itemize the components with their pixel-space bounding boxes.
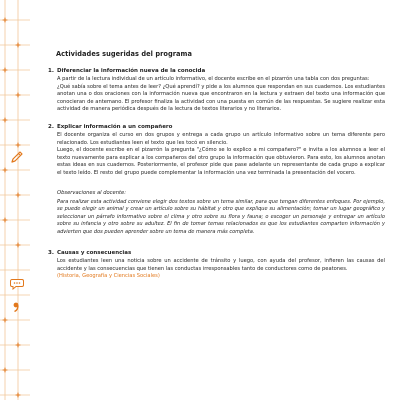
activity-1-title: Diferenciar la información nueva de la conocida [57, 68, 206, 74]
activity-3-subject-note: (Historia, Geografía y Ciencias Sociales) [57, 273, 160, 280]
activity-2-paragraph-2: Luego, el docente escribe en el pizarrón la pregunta "¿Cómo se lo explico a mi compañero?" e invita a los alumnos a leer el texto nuevamente para explicar a los compañeros del otro grupo la información que obtuvieron. Para esto, los alumnos anotan estas ideas en sus cuadernos. Posteriormente, el profesor pide que pase adelante un representante de cada grupo a explicar el texto leído. El resto del grupo puede complementar la información una vez terminada la presentación del vocero. [57, 147, 385, 176]
activity-2-paragraph-1: El docente organiza el curso en dos grupos y entrega a cada grupo un artículo informativo sobre un tema diferente pero relacionado. Los estudiantes leen el texto que les tocó en silencio. [57, 131, 385, 146]
activity-3-paragraph-1: Los estudiantes leen una noticia sobre un accidente de tránsito y luego, con ayuda del profesor, infieren las causas del accidente y las consecuencias que tienen las conductas irresponsables tanto de conductores como de peatones. [57, 258, 385, 272]
pencil-icon [10, 150, 24, 164]
activity-2-title: Explicar información a un compañero [57, 123, 173, 130]
activity-2 [40, 124, 385, 236]
activity-3-heading [48, 250, 385, 256]
activity-1-heading [48, 68, 385, 74]
observations-title: Observaciones al docente: [57, 189, 126, 196]
activity-1-number: 1. [48, 68, 54, 74]
grid-lines [0, 0, 30, 400]
activity-3-body [57, 258, 385, 281]
activity-3 [40, 250, 385, 281]
margin-grid [0, 0, 30, 400]
activity-1 [40, 68, 385, 114]
grid-crosses [3, 18, 20, 397]
activity-3-title: Causas y consecuencias [57, 250, 132, 257]
activity-1-paragraph-2: ¿Qué sabía sobre el tema antes de leer? ¿Qué aprendí? y pide a los alumnos que respondan en sus cuadernos. Los estudiantes anotan una o dos oraciones con la información nueva que encontraron en la lectura y extraen del texto una información que conocieran de antemano. El profesor finaliza la actividad con una puesta en común de las respuestas. Se sugiere realizar esta actividad de manera periódica después de la lectura de textos literarios y no literarios. [57, 83, 385, 113]
speech-bubble-icon [10, 278, 24, 290]
activity-2-body [57, 132, 385, 178]
page-title: Actividades sugeridas del programa [56, 50, 192, 58]
activity-1-body [57, 76, 385, 114]
comma-mark-icon [12, 302, 20, 312]
document-page [40, 50, 385, 291]
activity-1-paragraph-1: A partir de la lectura individual de un artículo informativo, el docente escribe en el pizarrón una tabla con dos preguntas: [57, 76, 370, 82]
observations-text: Para realizar esta actividad conviene elegir dos textos sobre un tema similar, para que tengan diferentes enfoques. Por ejemplo, se puede elegir un animal y crear un artículo sobre su hábitat y otro que explique su alimentación; tomar un lugar geográfico y seleccionar un párrafo informativo sobre el clima y otro sobre su flora y fauna; o escoger un personaje y entregar un artículo sobre su infancia y otro sobre su adultez. El fin de tomar temas relacionados es que los estudiantes comparten información y advierten que dos pueden aprender sobre un tema de manera más completa. [57, 198, 385, 235]
activity-2-heading [48, 124, 385, 130]
activity-2-number: 2. [48, 123, 54, 130]
activity-3-number: 3. [48, 250, 54, 257]
